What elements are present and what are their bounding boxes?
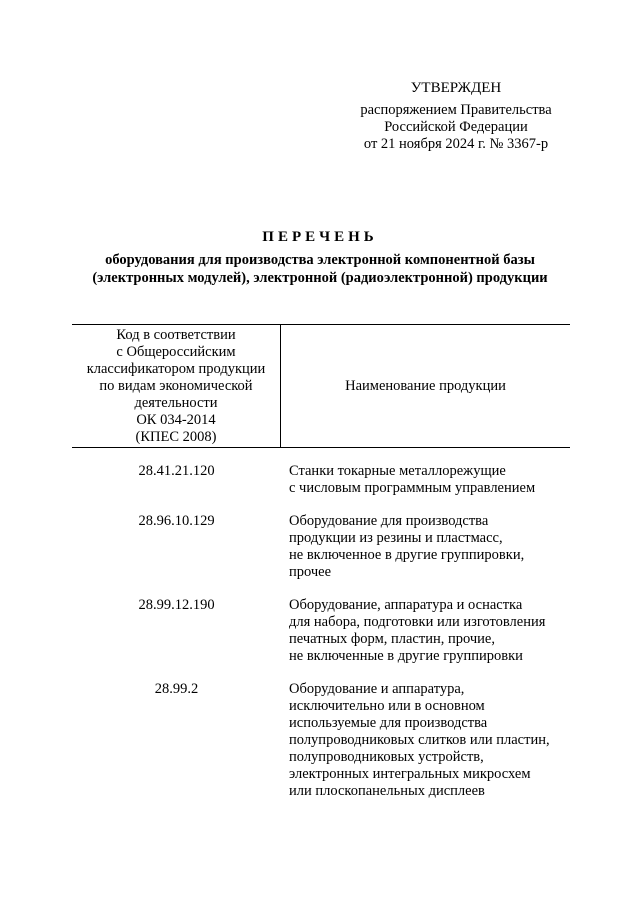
- row-name-line: не включенные в другие группировки: [289, 648, 523, 664]
- row-name-line: для набора, подготовки или изготовления: [289, 614, 546, 630]
- approval-head: УТВЕРЖДЕН: [410, 80, 502, 96]
- code-column-header: [72, 325, 281, 447]
- row-name-line: Оборудование, аппаратура и оснастка: [289, 597, 523, 613]
- row-name-line: исключительно или в основном: [289, 698, 485, 714]
- code-header-line: Код в соответствии: [116, 327, 236, 343]
- table-row: [72, 513, 570, 581]
- code-header-line: классификатором продукции: [86, 361, 266, 377]
- row-name-line: не включенное в другие группировки,: [289, 547, 525, 563]
- row-name-line: Оборудование для производства: [289, 513, 489, 529]
- row-name-line: или плоскопанельных дисплеев: [289, 783, 485, 799]
- document-subtitle: [60, 251, 580, 287]
- subtitle-line: (электронных модулей), электронной (радиоэлектронной) продукции: [92, 270, 548, 286]
- row-code: 28.41.21.120: [138, 463, 215, 479]
- approval-line: от 21 ноября 2024 г. № 3367-р: [363, 136, 549, 152]
- approval-line: Российской Федерации: [384, 119, 528, 135]
- subtitle-line: оборудования для производства электронной компонентной базы: [105, 252, 535, 268]
- row-code: 28.96.10.129: [138, 513, 215, 529]
- row-name: [281, 597, 570, 665]
- table-header: [72, 324, 570, 448]
- row-name-line: электронных интегральных микросхем: [289, 766, 531, 782]
- document-title: ПЕРЕЧЕНЬ: [262, 229, 378, 245]
- name-column-header: Наименование продукции: [345, 377, 506, 394]
- row-name-line: продукции из резины и пластмасс,: [289, 530, 503, 546]
- code-header-line: по видам экономической: [99, 378, 253, 394]
- row-name-line: полупроводниковых слитков или пластин,: [289, 732, 550, 748]
- row-name: [281, 681, 570, 800]
- row-code: 28.99.12.190: [138, 597, 215, 613]
- row-name: [281, 463, 570, 497]
- row-name-line: с числовым программным управлением: [289, 480, 536, 496]
- row-name-line: полупроводниковых устройств,: [289, 749, 484, 765]
- table-row: [72, 463, 570, 497]
- row-name-line: Станки токарные металлорежущие: [289, 463, 506, 479]
- code-header-line: с Общероссийским: [116, 344, 236, 360]
- table-row: [72, 681, 570, 800]
- row-name-line: печатных форм, пластин, прочие,: [289, 631, 495, 647]
- table-body: [72, 463, 570, 800]
- code-header-line: ОК 034-2014: [136, 412, 216, 428]
- approval-line: распоряжением Правительства: [360, 102, 552, 118]
- row-name-line: прочее: [289, 564, 332, 580]
- row-code: 28.99.2: [154, 681, 199, 697]
- row-name: [281, 513, 570, 581]
- code-header-line: деятельности: [134, 395, 218, 411]
- table-row: [72, 597, 570, 665]
- code-header-line: (КПЕС 2008): [135, 429, 217, 445]
- approval-stamp: [340, 80, 572, 153]
- row-name-line: используемые для производства: [289, 715, 488, 731]
- row-name-line: Оборудование и аппаратура,: [289, 681, 465, 697]
